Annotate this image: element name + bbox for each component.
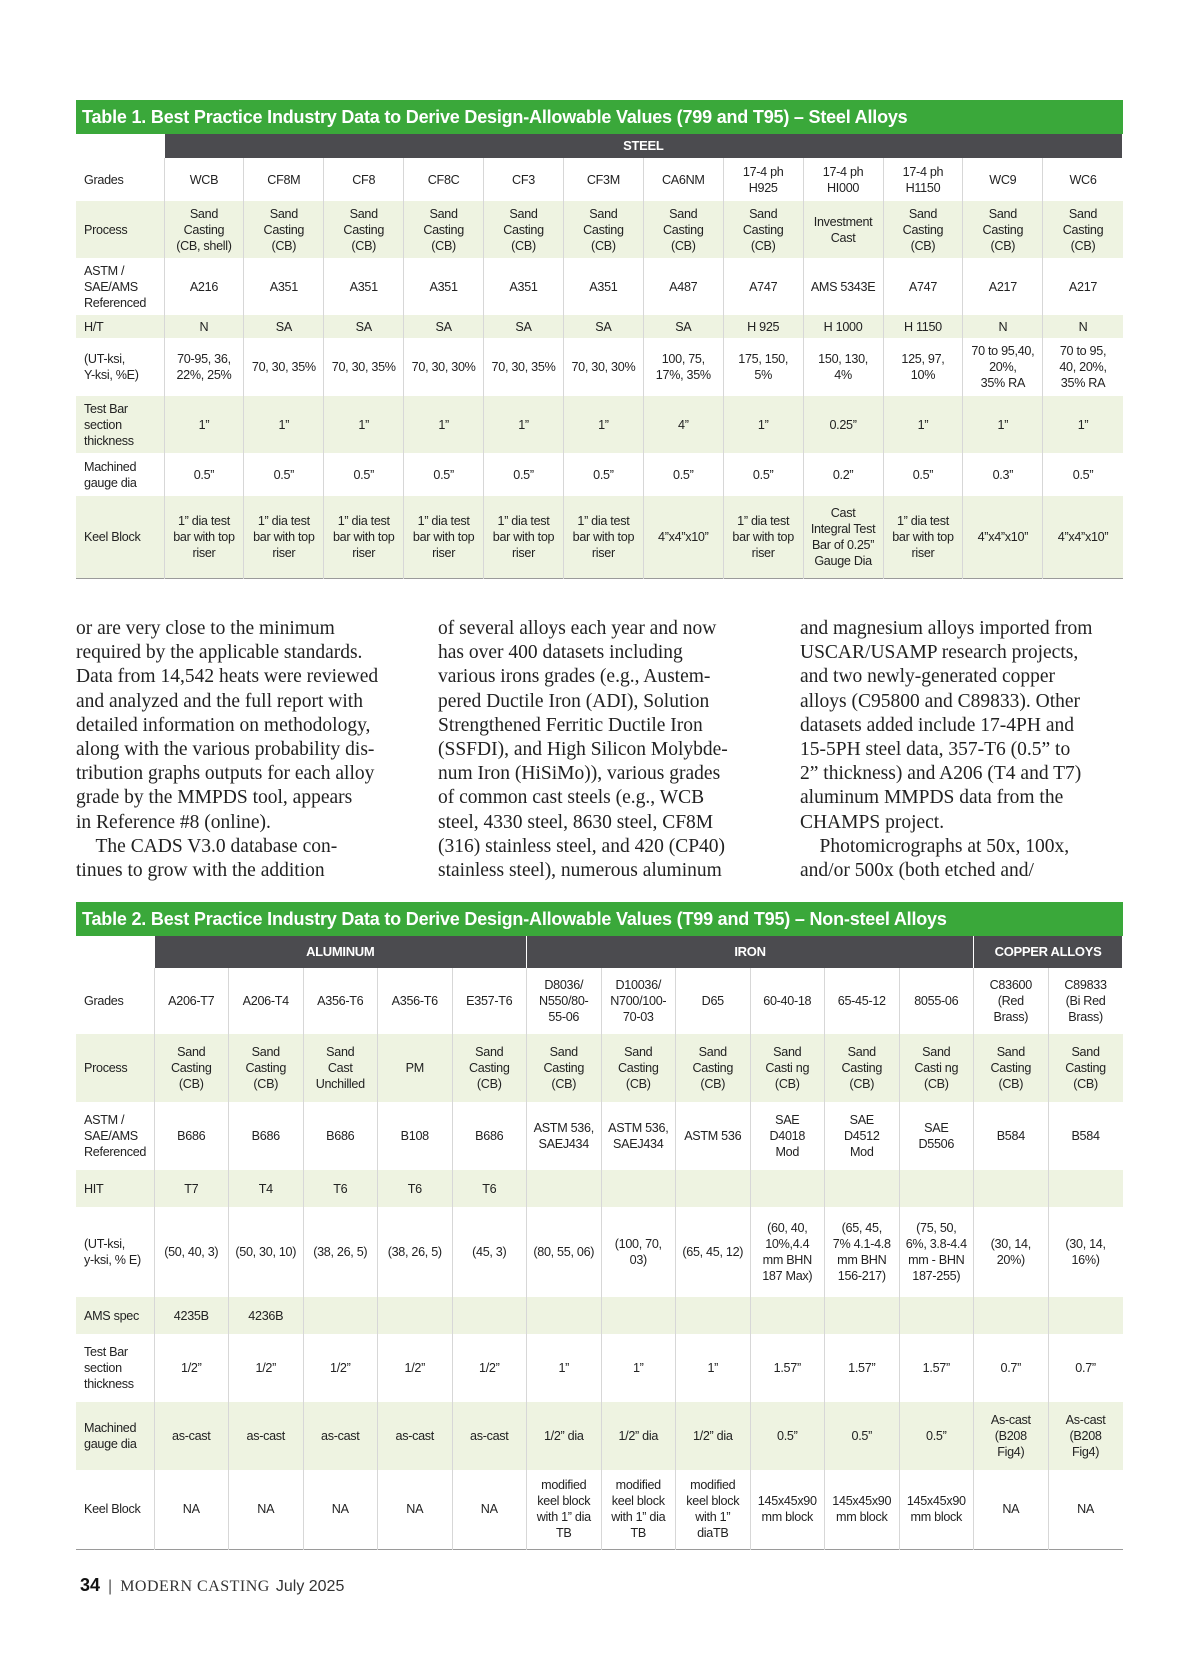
table-cell: Sand Casting (CB): [601, 1034, 676, 1102]
table-cell: Sand Casting (CB): [723, 201, 803, 258]
table-cell: 1” dia test bar with top riser: [883, 496, 963, 578]
table-cell: 0.5”: [404, 453, 484, 496]
article-body: [76, 617, 1123, 882]
table-cell: T4: [229, 1170, 304, 1207]
table-2-grid: [76, 936, 1123, 1550]
table-cell: [974, 1170, 1049, 1207]
table-1: [76, 100, 1123, 579]
footer-separator: |: [108, 1578, 113, 1595]
table-cell: 70, 30, 35%: [244, 338, 324, 396]
table-cell: ASTM 536, SAEJ434: [601, 1102, 676, 1170]
table-cell: 145x45x90 mm block: [825, 1470, 900, 1549]
table-2-group-iron: IRON: [527, 936, 974, 968]
table-cell: NA: [229, 1470, 304, 1549]
table-cell: 1” dia test bar with top riser: [164, 496, 244, 578]
table-cell: 1”: [963, 396, 1043, 453]
table-cell: 1”: [527, 1334, 602, 1402]
table-cell: 1/2” dia: [676, 1402, 751, 1470]
table-row: [76, 1170, 1123, 1207]
table-cell: B686: [229, 1102, 304, 1170]
table-cell: 1” dia test bar with top riser: [324, 496, 404, 578]
table-cell: 1.57”: [750, 1334, 825, 1402]
table-cell: Sand Casting (CB): [244, 201, 324, 258]
table-cell: N: [1043, 315, 1123, 338]
table-cell: A351: [324, 258, 404, 315]
table-cell: T6: [378, 1170, 453, 1207]
table-cell: B108: [378, 1102, 453, 1170]
table-cell: CF8C: [404, 158, 484, 201]
table-cell: Sand Casti ng (CB): [899, 1034, 974, 1102]
table-row: [76, 968, 1123, 1034]
table-cell: 60-40-18: [750, 968, 825, 1034]
table-row: [76, 315, 1123, 338]
table-cell: 1”: [164, 396, 244, 453]
table-cell: 1/2”: [229, 1334, 304, 1402]
table-cell: A351: [563, 258, 643, 315]
table-cell: SA: [484, 315, 564, 338]
text-column-2: [438, 617, 746, 883]
table-cell: CF8: [324, 158, 404, 201]
table-cell: H 1000: [803, 315, 883, 338]
table-cell: A356-T6: [303, 968, 378, 1034]
table-cell: Sand Casting (CB): [229, 1034, 304, 1102]
table-row: [76, 396, 1123, 453]
table-cell: A356-T6: [378, 968, 453, 1034]
table-cell: as-cast: [378, 1402, 453, 1470]
table-cell: Sand Casting (CB): [963, 201, 1043, 258]
table-cell: (100, 70, 03): [601, 1207, 676, 1297]
table-row: [76, 258, 1123, 315]
table-cell: SA: [244, 315, 324, 338]
table-cell: B686: [303, 1102, 378, 1170]
table-cell: WC6: [1069, 172, 1097, 187]
table-cell: Sand Casting (CB): [825, 1034, 900, 1102]
table-cell: D10036/ N700/100- 70-03: [601, 968, 676, 1034]
table-cell: [527, 1170, 602, 1207]
page-footer: [80, 1575, 344, 1596]
table-cell: [825, 1297, 900, 1334]
table-cell: E357-T6: [452, 968, 527, 1034]
table-1-group-steel: STEEL: [164, 134, 1123, 158]
table-cell: 1”: [883, 396, 963, 453]
table-row: [76, 1402, 1123, 1470]
table-cell: 0.25”: [803, 396, 883, 453]
table-cell: A747: [883, 258, 963, 315]
table-cell: 0.5”: [164, 453, 244, 496]
table-row: [76, 1470, 1123, 1549]
table-row: [76, 158, 1123, 201]
table-cell: (30, 14, 20%): [974, 1207, 1049, 1297]
table-cell: WCB: [164, 158, 244, 201]
table-cell: 1”: [563, 396, 643, 453]
table-cell: 1” dia test bar with top riser: [563, 496, 643, 578]
table-cell: CA6NM: [643, 158, 723, 201]
table-cell: [974, 1297, 1049, 1334]
table-cell: 0.5”: [883, 453, 963, 496]
table-cell: 0.5”: [563, 453, 643, 496]
table-cell: 1.57”: [825, 1334, 900, 1402]
table-row: [76, 1102, 1123, 1170]
table-cell: 70, 30, 35%: [324, 338, 404, 396]
table-cell: Sand Casting (CB): [1048, 1034, 1123, 1102]
table-cell: A351: [484, 258, 564, 315]
row-label: Grades: [76, 158, 164, 201]
table-cell: 1/2”: [303, 1334, 378, 1402]
paragraph: Photomicrographs at 50x, 100x, and/or 500x (both etched and/: [800, 835, 1070, 882]
row-label: Test Bar section thickness: [76, 396, 164, 453]
table-cell: SA: [324, 315, 404, 338]
table-cell: 1”: [676, 1334, 751, 1402]
table-cell: 4”x4”x10”: [1043, 496, 1123, 578]
table-cell: CF3: [484, 158, 564, 201]
table-cell: A206-T7: [154, 968, 229, 1034]
table-cell: 1/2”: [452, 1334, 527, 1402]
table-cell: (38, 26, 5): [303, 1207, 378, 1297]
table-cell: [899, 1170, 974, 1207]
table-cell: ASTM 536, SAEJ434: [527, 1102, 602, 1170]
table-cell: modified keel block with 1” dia TB: [527, 1470, 602, 1549]
table-cell: SA: [563, 315, 643, 338]
table-cell: 175, 150, 5%: [723, 338, 803, 396]
table-cell: [601, 1170, 676, 1207]
page-number: 34: [80, 1575, 101, 1595]
table-cell: Sand Casting (CB, shell): [164, 201, 244, 258]
table-cell: 0.3”: [963, 453, 1043, 496]
issue-date: July 2025: [275, 1578, 345, 1595]
text-column-3: [800, 617, 1108, 883]
table-2-title: Table 2. Best Practice Industry Data to Derive Design-Allowable Values (T99 and T95) – Non-steel Alloys: [76, 902, 1123, 936]
table-cell: [676, 1297, 751, 1334]
text-column-1: [76, 617, 384, 883]
table-cell: (30, 14, 16%): [1065, 1237, 1106, 1267]
table-row: [76, 453, 1123, 496]
table-cell: 0.5”: [750, 1402, 825, 1470]
table-cell: 17-4 ph HI000: [803, 158, 883, 201]
table-cell: SAE D5506: [899, 1102, 974, 1170]
table-cell: (38, 26, 5): [378, 1207, 453, 1297]
table-cell: C89833 (Bi Red Brass): [1064, 978, 1107, 1024]
table-cell: [676, 1170, 751, 1207]
table-cell: ASTM 536: [676, 1102, 751, 1170]
row-label: Test Bar section thickness: [76, 1334, 154, 1402]
table-cell: 1”: [1043, 396, 1123, 453]
table-cell: [601, 1297, 676, 1334]
table-cell: A351: [244, 258, 324, 315]
table-cell: N: [963, 315, 1043, 338]
table-cell: SA: [404, 315, 484, 338]
table-cell: 8055-06: [899, 968, 974, 1034]
table-row: [76, 1207, 1123, 1297]
row-label: Process: [76, 201, 164, 258]
table-cell: NA: [974, 1470, 1049, 1549]
table-cell: 1” dia test bar with top riser: [723, 496, 803, 578]
table-cell: Sand Casting (CB): [643, 201, 723, 258]
table-cell: 4”x4”x10”: [963, 496, 1043, 578]
table-row: [76, 201, 1123, 258]
table-cell: As-cast (B208 Fig4): [974, 1402, 1049, 1470]
table-cell: (80, 55, 06): [527, 1207, 602, 1297]
table-row: [76, 338, 1123, 396]
table-cell: (60, 40, 10%,4.4 mm BHN 187 Max): [750, 1207, 825, 1297]
table-cell: 1/2”: [154, 1334, 229, 1402]
table-cell: 1” dia test bar with top riser: [484, 496, 564, 578]
table-2-group-copper: COPPER ALLOYS: [974, 936, 1123, 968]
table-cell: [378, 1297, 453, 1334]
row-label: (UT-ksi, Y-ksi, %E): [76, 338, 164, 396]
row-label: Grades: [76, 968, 154, 1034]
magazine-name: MODERN CASTING: [120, 1578, 270, 1595]
table-cell: 0.5”: [643, 453, 723, 496]
table-cell: B686: [452, 1102, 527, 1170]
paragraph: and magnesium alloys imported from USCAR/USAMP research projects, and two newly-generated copper alloys (C95800 and C89833). Other datasets added include 17-4PH and 15-5PH steel data, 357-T6 (0.5” to 2” thickness) and A206 (T4 and T7) aluminum MMPDS data from the CHAMPS project.: [800, 618, 1093, 833]
table-cell: Sand Casting (CB): [1043, 201, 1123, 258]
table-cell: C83600 (Red Brass): [974, 968, 1049, 1034]
table-cell: (50, 30, 10): [229, 1207, 304, 1297]
table-cell: CF8M: [244, 158, 324, 201]
row-label: H/T: [76, 315, 164, 338]
table-1-title: Table 1. Best Practice Industry Data to Derive Design-Allowable Values (799 and T95) – Steel Alloys: [76, 100, 1123, 134]
table-cell: 0.5”: [484, 453, 564, 496]
table-cell: 1/2” dia: [527, 1402, 602, 1470]
row-label: Keel Block: [76, 496, 164, 578]
table-cell: (50, 40, 3): [154, 1207, 229, 1297]
table-cell: PM: [378, 1034, 453, 1102]
table-cell: 0.5”: [324, 453, 404, 496]
table-cell: [825, 1170, 900, 1207]
table-cell: 17-4 ph H925: [723, 158, 803, 201]
table-cell: 4235B: [154, 1297, 229, 1334]
table-cell: 0.7”: [974, 1334, 1049, 1402]
table-cell: Sand Casting (CB): [484, 201, 564, 258]
table-cell: 4”: [643, 396, 723, 453]
table-cell: 70, 30, 30%: [563, 338, 643, 396]
table-2-group-aluminum: ALUMINUM: [154, 936, 527, 968]
table-cell: AMS 5343E: [803, 258, 883, 315]
table-cell: A747: [723, 258, 803, 315]
table-cell: as-cast: [154, 1402, 229, 1470]
table-cell: T7: [154, 1170, 229, 1207]
table-cell: Sand Casting (CB): [404, 201, 484, 258]
paragraph: The CADS V3.0 database con- tinues to grow with the addition: [76, 835, 338, 882]
table-cell: (45, 3): [452, 1207, 527, 1297]
table-cell: NA: [303, 1470, 378, 1549]
table-cell: as-cast: [452, 1402, 527, 1470]
table-cell: B584: [974, 1102, 1049, 1170]
table-cell: 0.5”: [825, 1402, 900, 1470]
row-label: Machined gauge dia: [76, 453, 164, 496]
table-cell: A217: [963, 258, 1043, 315]
table-cell: As-cast (B208 Fig4): [1048, 1402, 1123, 1470]
table-cell: [750, 1297, 825, 1334]
row-label: ASTM / SAE/AMS Referenced: [76, 258, 164, 315]
table-cell: N: [164, 315, 244, 338]
table-cell: (75, 50, 6%, 3.8-4.4 mm - BHN 187-255): [899, 1207, 974, 1297]
table-cell: Sand Casting (CB): [154, 1034, 229, 1102]
table-cell: Cast Integral Test Bar of 0.25” Gauge Dia: [803, 496, 883, 578]
table-cell: Sand Casting (CB): [676, 1034, 751, 1102]
table-cell: as-cast: [303, 1402, 378, 1470]
table-cell: Sand Casting (CB): [324, 201, 404, 258]
table-cell: H 1150: [883, 315, 963, 338]
table-cell: [527, 1297, 602, 1334]
table-cell: 150, 130, 4%: [803, 338, 883, 396]
table-cell: 70, 30, 35%: [484, 338, 564, 396]
table-cell: modified keel block with 1” dia TB: [601, 1470, 676, 1549]
table-cell: SAE D4512 Mod: [825, 1102, 900, 1170]
table-cell: 1/2”: [378, 1334, 453, 1402]
table-cell: 1/2” dia: [601, 1402, 676, 1470]
table-cell: SAE D4018 Mod: [750, 1102, 825, 1170]
table-cell: D8036/ N550/80- 55-06: [527, 968, 602, 1034]
table-cell: (65, 45, 12): [676, 1207, 751, 1297]
table-cell: [1048, 1297, 1123, 1334]
table-cell: A206-T4: [229, 968, 304, 1034]
table-row: [76, 1034, 1123, 1102]
table-cell: 1”: [404, 396, 484, 453]
table-cell: 1”: [244, 396, 324, 453]
table-cell: Sand Casting (CB): [563, 201, 643, 258]
table-cell: NA: [1077, 1502, 1094, 1517]
table-cell: 65-45-12: [825, 968, 900, 1034]
table-cell: NA: [378, 1470, 453, 1549]
table-cell: 100, 75, 17%, 35%: [643, 338, 723, 396]
table-cell: CF3M: [563, 158, 643, 201]
table-cell: WC9: [963, 158, 1043, 201]
table-cell: B584: [1071, 1129, 1100, 1143]
table-row: [76, 496, 1123, 578]
table-2: [76, 902, 1123, 1550]
table-cell: NA: [452, 1470, 527, 1549]
table-cell: 70-95, 36, 22%, 25%: [164, 338, 244, 396]
table-cell: 0.7”: [1075, 1361, 1096, 1375]
table-cell: T6: [303, 1170, 378, 1207]
table-cell: 125, 97, 10%: [883, 338, 963, 396]
paragraph: or are very close to the minimum required by the applicable standards. Data from 14,542 heats were reviewed and analyzed and the full report with detailed information on methodology, along with the various probability dis- tribution graphs outputs for each alloy grade by the MMPDS tool, appears in Reference #8 (online).: [76, 618, 379, 833]
paragraph: of several alloys each year and now has over 400 datasets including various irons grades (e.g., Austem- pered Ductile Iron (ADI), Solution Strengthened Ferritic Ductile Iron (SSFDI), and High Silicon Molybde- num Iron (HiSiMo)), various grades of common cast steels (e.g., WCB steel, 4330 steel, 8630 steel, CF8M (316) stainless steel, and 420 (CP40) stainless steel), numerous aluminum: [438, 618, 728, 882]
table-cell: 1”: [484, 396, 564, 453]
table-cell: 1”: [723, 396, 803, 453]
table-cell: 145x45x90 mm block: [750, 1470, 825, 1549]
table-cell: 0.5”: [1072, 467, 1094, 482]
table-cell: Sand Casting (CB): [883, 201, 963, 258]
table-cell: H 925: [723, 315, 803, 338]
table-cell: Sand Casti ng (CB): [750, 1034, 825, 1102]
table-cell: 1”: [324, 396, 404, 453]
table-cell: 1” dia test bar with top riser: [404, 496, 484, 578]
table-cell: [750, 1170, 825, 1207]
table-cell: Sand Casting (CB): [527, 1034, 602, 1102]
table-cell: 145x45x90 mm block: [899, 1470, 974, 1549]
table-cell: [899, 1297, 974, 1334]
table-cell: A487: [643, 258, 723, 315]
table-cell: [1048, 1170, 1123, 1207]
table-cell: A216: [164, 258, 244, 315]
row-label: Keel Block: [76, 1470, 154, 1549]
table-cell: Sand Casting (CB): [452, 1034, 527, 1102]
table-cell: Investment Cast: [803, 201, 883, 258]
table-1-grid: [76, 134, 1123, 579]
table-cell: T6: [452, 1170, 527, 1207]
table-cell: D65: [676, 968, 751, 1034]
row-label: (UT-ksi, y-ksi, % E): [76, 1207, 154, 1297]
table-cell: 70, 30, 30%: [404, 338, 484, 396]
table-cell: Sand Cast Unchilled: [303, 1034, 378, 1102]
table-cell: 70 to 95,40, 20%, 35% RA: [963, 338, 1043, 396]
table-cell: NA: [154, 1470, 229, 1549]
row-label: AMS spec: [76, 1297, 154, 1334]
table-cell: modified keel block with 1” diaTB: [676, 1470, 751, 1549]
table-cell: B686: [154, 1102, 229, 1170]
table-cell: 1” dia test bar with top riser: [244, 496, 324, 578]
table-cell: 1.57”: [899, 1334, 974, 1402]
row-label: Machined gauge dia: [76, 1402, 154, 1470]
table-cell: 70 to 95, 40, 20%, 35% RA: [1059, 344, 1107, 390]
table-cell: [303, 1297, 378, 1334]
table-cell: (65, 45, 7% 4.1-4.8 mm BHN 156-217): [825, 1207, 900, 1297]
table-cell: 4236B: [229, 1297, 304, 1334]
row-label: HIT: [76, 1170, 154, 1207]
table-cell: SA: [643, 315, 723, 338]
table-row: [76, 1297, 1123, 1334]
table-cell: 1”: [601, 1334, 676, 1402]
table-cell: A217: [1068, 279, 1098, 294]
table-cell: A351: [404, 258, 484, 315]
row-label: ASTM / SAE/AMS Referenced: [76, 1102, 154, 1170]
table-cell: 0.5”: [244, 453, 324, 496]
row-label: Process: [76, 1034, 154, 1102]
table-cell: 4”x4”x10”: [643, 496, 723, 578]
table-cell: 17-4 ph H1150: [883, 158, 963, 201]
table-cell: as-cast: [229, 1402, 304, 1470]
table-cell: 0.2”: [803, 453, 883, 496]
table-cell: [452, 1297, 527, 1334]
table-row: [76, 1334, 1123, 1402]
table-cell: 0.5”: [899, 1402, 974, 1470]
table-cell: Sand Casting (CB): [974, 1034, 1049, 1102]
table-cell: 0.5”: [723, 453, 803, 496]
